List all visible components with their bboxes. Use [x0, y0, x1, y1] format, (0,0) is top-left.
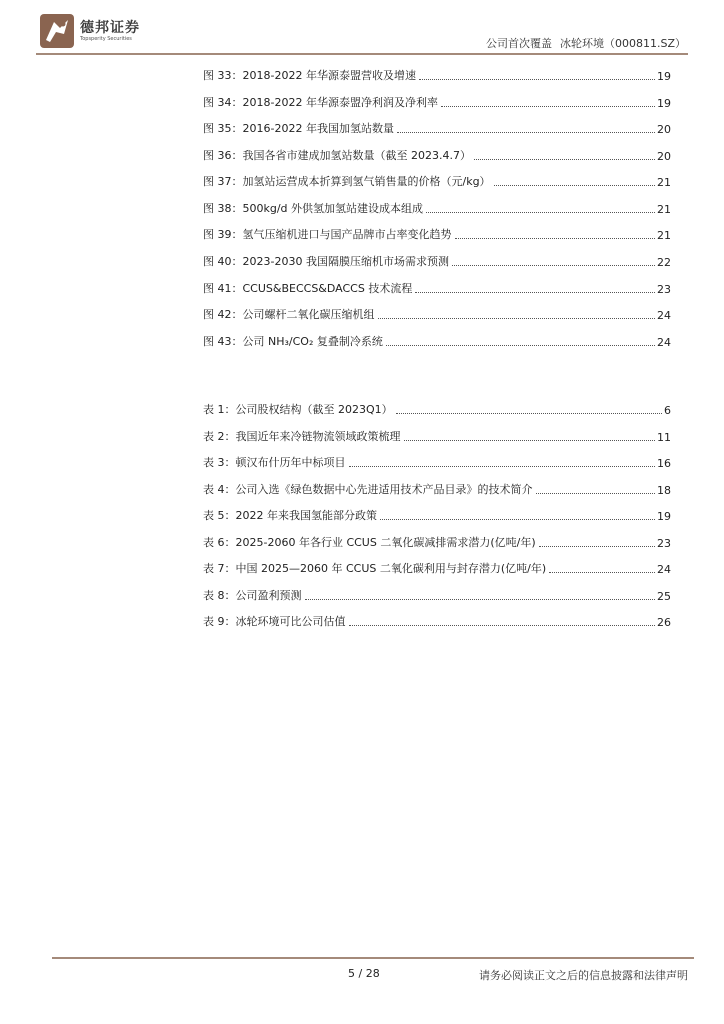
toc-row[interactable] — [203, 149, 671, 163]
toc-row[interactable] — [203, 335, 671, 349]
toc-page: 21 — [657, 229, 671, 242]
toc-row[interactable] — [203, 562, 671, 576]
toc-row[interactable] — [203, 308, 671, 322]
toc-page: 22 — [657, 256, 671, 269]
toc-leader — [494, 184, 655, 186]
toc-page: 11 — [657, 431, 671, 444]
toc-page: 19 — [657, 70, 671, 83]
toc-row[interactable] — [203, 483, 671, 497]
toc-row[interactable] — [203, 202, 671, 216]
toc-row[interactable] — [203, 403, 671, 417]
brand-logo-icon — [40, 14, 74, 48]
toc-page: 23 — [657, 283, 671, 296]
toc-row[interactable] — [203, 589, 671, 603]
toc-label: 图 41：CCUS&BECCS&DACCS 技术流程 — [203, 282, 413, 295]
toc-row[interactable] — [203, 255, 671, 269]
toc-page: 21 — [657, 203, 671, 216]
toc-leader — [378, 317, 656, 319]
toc-leader — [441, 105, 655, 107]
toc-label: 表 5：2022 年来我国氢能部分政策 — [203, 509, 377, 522]
toc-leader — [419, 78, 655, 80]
toc-row[interactable] — [203, 282, 671, 296]
toc-label: 表 9：冰轮环境可比公司估值 — [203, 615, 346, 628]
toc-page: 18 — [657, 484, 671, 497]
toc-leader — [539, 545, 655, 547]
brand-name-cn: 德邦证券 — [80, 20, 140, 36]
footer-divider — [52, 957, 694, 959]
toc-page: 21 — [657, 176, 671, 189]
toc-page: 20 — [657, 123, 671, 136]
toc-leader — [386, 344, 655, 346]
toc-label: 图 35：2016-2022 年我国加氢站数量 — [203, 122, 394, 135]
toc-row[interactable] — [203, 615, 671, 629]
toc-label: 表 1：公司股权结构（截至 2023Q1） — [203, 403, 393, 416]
toc-row[interactable] — [203, 69, 671, 83]
toc-leader — [474, 158, 655, 160]
toc-page: 24 — [657, 563, 671, 576]
company-name: 冰轮环境（000811.SZ） — [559, 37, 686, 50]
toc-leader — [452, 264, 655, 266]
disclaimer-note: 请务必阅读正文之后的信息披露和法律声明 — [479, 969, 688, 982]
toc-label: 图 33：2018-2022 年华源泰盟营收及增速 — [203, 69, 416, 82]
toc-leader — [380, 518, 655, 520]
toc-leader — [415, 291, 655, 293]
toc-label: 图 36：我国各省市建成加氢站数量（截至 2023.4.7） — [203, 149, 471, 162]
toc-page: 26 — [657, 616, 671, 629]
toc-label: 表 7：中国 2025—2060 年 CCUS 二氧化碳利用与封存潜力(亿吨/年) — [203, 562, 547, 575]
toc-page: 23 — [657, 537, 671, 550]
toc-row[interactable] — [203, 430, 671, 444]
toc-row[interactable] — [203, 509, 671, 523]
toc-page: 24 — [657, 309, 671, 322]
toc-page: 19 — [657, 97, 671, 110]
toc-leader — [397, 131, 655, 133]
toc-row[interactable] — [203, 175, 671, 189]
toc-leader — [536, 492, 656, 494]
toc-label: 图 40：2023-2030 我国隔膜压缩机市场需求预测 — [203, 255, 449, 268]
toc-label: 表 6：2025-2060 年各行业 CCUS 二氧化碳减排需求潜力(亿吨/年) — [203, 536, 536, 549]
toc-label: 表 4：公司入选《绿色数据中心先进适用技术产品目录》的技术简介 — [203, 483, 533, 496]
toc-row[interactable] — [203, 122, 671, 136]
toc-leader — [349, 465, 656, 467]
toc-row[interactable] — [203, 456, 671, 470]
toc-leader — [455, 237, 656, 239]
report-type: 公司首次覆盖 — [485, 37, 552, 50]
toc-leader — [396, 412, 662, 414]
brand-logo — [40, 14, 160, 54]
toc-label: 表 2：我国近年来冷链物流领域政策梳理 — [203, 430, 401, 443]
toc-label: 图 37：加氢站运营成本折算到氢气销售量的价格（元/kg） — [203, 175, 491, 188]
toc-row[interactable] — [203, 228, 671, 242]
toc-label: 表 3：顿汉布什历年中标项目 — [203, 456, 346, 469]
toc-label: 图 38：500kg/d 外供氢加氢站建设成本组成 — [203, 202, 424, 215]
toc-row[interactable] — [203, 536, 671, 550]
toc-label: 图 39：氢气压缩机进口与国产品牌市占率变化趋势 — [203, 228, 452, 241]
brand-name-en: Topsperity Securities — [80, 36, 132, 42]
toc-label: 图 34：2018-2022 年华源泰盟净利润及净利率 — [203, 96, 438, 109]
toc-leader — [305, 598, 656, 600]
toc-page: 6 — [664, 404, 671, 417]
toc-leader — [426, 211, 655, 213]
toc-page: 24 — [657, 336, 671, 349]
toc-page: 25 — [657, 590, 671, 603]
toc-row[interactable] — [203, 96, 671, 110]
toc-leader — [549, 571, 655, 573]
toc-label: 图 43：公司 NH₃/CO₂ 复叠制冷系统 — [203, 335, 383, 348]
report-header — [486, 35, 686, 51]
page-indicator: 5 / 28 — [348, 967, 380, 980]
toc-page: 19 — [657, 510, 671, 523]
toc-leader — [349, 624, 656, 626]
toc-label: 图 42：公司螺杆二氧化碳压缩机组 — [203, 308, 375, 321]
toc-page: 16 — [657, 457, 671, 470]
toc-label: 表 8：公司盈利预测 — [203, 589, 302, 602]
toc-page: 20 — [657, 150, 671, 163]
header-divider — [36, 53, 688, 55]
toc-leader — [404, 439, 656, 441]
